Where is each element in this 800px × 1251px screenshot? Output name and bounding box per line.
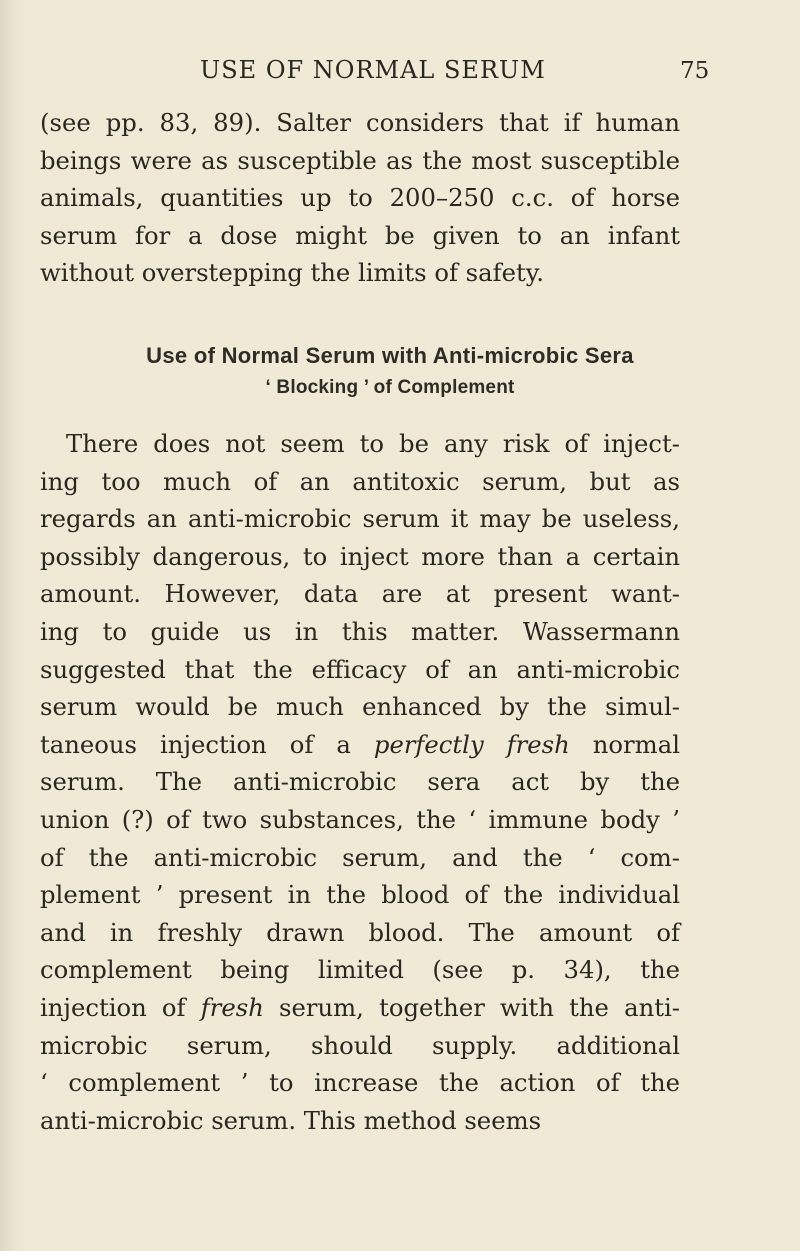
text-line: ing to guide us in this matter. Wassermann [40,616,680,646]
text-span: injection of [40,992,186,1022]
text-line: complement being limited (see p. 34), the [40,955,680,985]
text-line: animals, quantities up to 200–250 c.c. of horse [40,183,680,213]
text-line: (see pp. 83, 89). Salter considers that if human [40,108,680,137]
text-span: taneous injection of a [40,729,351,759]
text-line-mixed [40,989,680,1027]
text-line: union (?) of two substances, the ‘ immune body ’ [40,804,680,834]
text-line: ‘ complement ’ to increase the action of the [40,1068,680,1098]
text-line: suggested that the efficacy of an anti-microbic [40,654,680,684]
italic-text: perfectly fresh [373,729,570,759]
text-line: serum for a dose might be given to an infant [40,220,680,250]
italic-text: fresh [200,992,264,1022]
text-line: without overstepping the limits of safety. [40,258,544,288]
text-line: ing too much of an antitoxic serum, but as [40,466,680,496]
section-heading: Use of Normal Serum with Anti-microbic Sera [146,343,634,368]
text-line: amount. However, data are at present want- [40,579,680,609]
text-line: serum would be much enhanced by the simul- [40,692,680,722]
text-line: plement ’ present in the blood of the individual [40,880,680,910]
text-line: anti-microbic serum. This method seems [40,1105,542,1135]
running-title: USE OF NORMAL SERUM [200,56,546,84]
text-line: beings were as susceptible as the most susceptible [40,145,680,175]
text-span: normal [592,729,680,759]
text-line: There does not seem to be any risk of inject- [66,429,680,458]
page-number: 75 [680,58,710,84]
text-line-mixed [40,726,680,764]
text-line: serum. The anti-microbic sera act by the [40,767,680,797]
paragraph-2 [40,425,680,1139]
section-subheading: ‘ Blocking ’ of Complement [265,377,515,398]
text-line: and in freshly drawn blood. The amount of [40,917,680,947]
text-line: regards an anti-microbic serum it may be useless, [40,504,680,534]
running-head [0,56,800,96]
text-line: of the anti-microbic serum, and the ‘ com- [40,842,680,872]
text-line: possibly dangerous, to inject more than a certain [40,541,680,571]
text-line: microbic serum, should supply. additional [40,1030,680,1060]
paragraph-1 [40,104,680,292]
text-span: serum, together with the anti- [279,992,680,1022]
